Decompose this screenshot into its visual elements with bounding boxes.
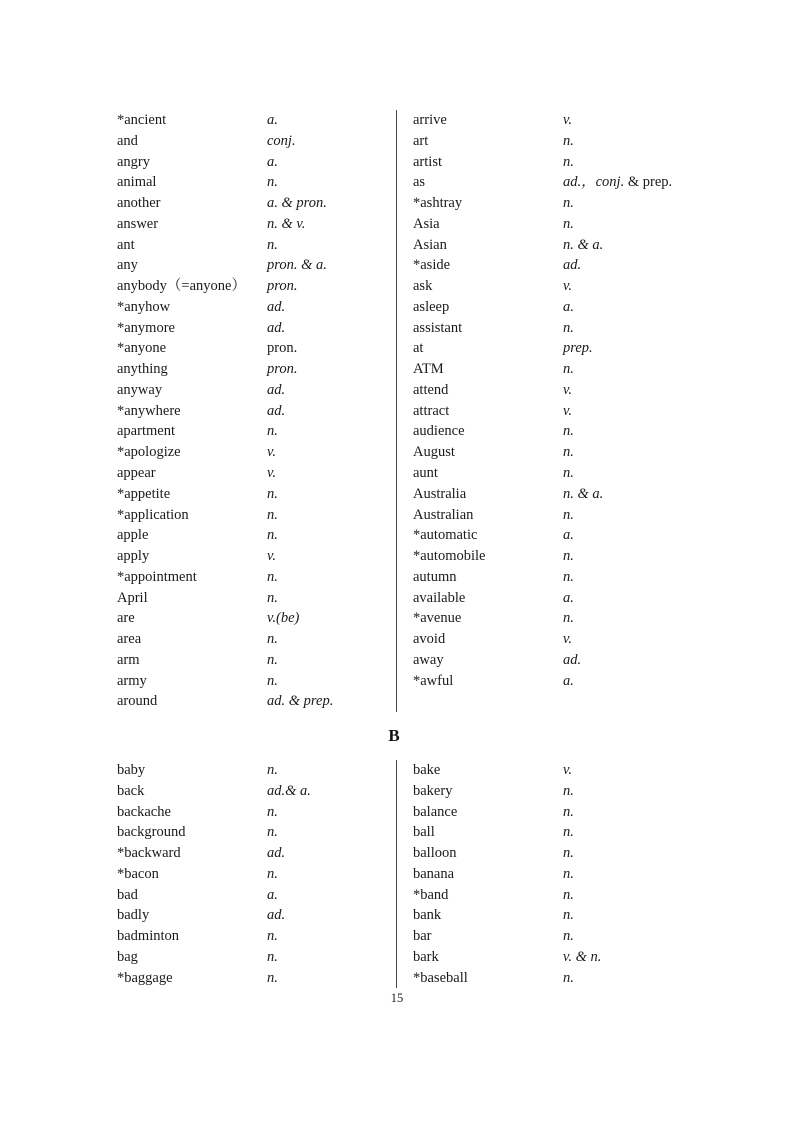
- entry-pos: n.: [267, 568, 278, 585]
- entry-word: assistant: [413, 319, 463, 336]
- word-entry: [0, 110, 396, 131]
- entry-pos: prep.: [563, 340, 593, 357]
- entry-word: Australia: [413, 485, 467, 502]
- entry-pos: pron.: [267, 278, 298, 295]
- section-b-left-column: [0, 760, 396, 988]
- entry-pos: ad.: [267, 319, 286, 336]
- entry-pos: n.: [563, 465, 574, 482]
- word-entry: [0, 276, 396, 297]
- entry-pos: n.: [267, 762, 278, 778]
- entry-pos: n.: [563, 610, 574, 627]
- entry-word: are: [117, 610, 135, 627]
- entry-word: anybody（=anyone）: [117, 278, 246, 295]
- word-entry: [397, 401, 794, 422]
- word-entry: [397, 131, 794, 152]
- entry-pos: n.: [267, 485, 278, 502]
- entry-word: answer: [117, 215, 159, 232]
- entry-word: available: [413, 589, 466, 606]
- word-entry: [0, 926, 396, 947]
- entry-word: *awful: [413, 672, 454, 689]
- entry-word: *ancient: [117, 112, 167, 128]
- entry-pos: ad.: [267, 907, 286, 924]
- word-entry: [397, 297, 794, 318]
- entry-pos: v.: [267, 465, 276, 482]
- word-entry: [0, 131, 396, 152]
- entry-word: ball: [413, 824, 435, 841]
- entry-pos: v.: [563, 381, 572, 398]
- entry-word: art: [413, 132, 429, 149]
- entry-word: back: [117, 782, 145, 799]
- word-entry: [0, 843, 396, 864]
- entry-pos: pron. & a.: [267, 257, 327, 274]
- word-entry: [397, 505, 794, 526]
- entry-pos: n. & a.: [563, 485, 604, 502]
- word-entry: [0, 193, 396, 214]
- entry-pos: n.: [563, 928, 574, 945]
- entry-word: bag: [117, 948, 138, 965]
- entry-pos: n.: [267, 672, 278, 689]
- word-entry: [0, 172, 396, 193]
- entry-word: ask: [413, 278, 433, 295]
- entry-pos: ad.& a.: [267, 782, 311, 799]
- entry-word: apply: [117, 548, 150, 565]
- entry-pos: n.: [267, 174, 278, 191]
- entry-pos: n.: [267, 969, 278, 986]
- word-entry: [0, 255, 396, 276]
- word-entry: [397, 781, 794, 802]
- entry-word: aunt: [413, 465, 438, 482]
- entry-word: apartment: [117, 423, 175, 440]
- entry-word: *bacon: [117, 865, 159, 882]
- entry-word: *ashtray: [413, 195, 463, 212]
- entry-word: Asia: [413, 215, 440, 232]
- entry-pos: n.: [563, 865, 574, 882]
- word-entry: [397, 864, 794, 885]
- entry-word: backache: [117, 803, 171, 820]
- entry-pos: n.: [267, 236, 278, 253]
- word-entry: [397, 338, 794, 359]
- word-entry: [0, 822, 396, 843]
- entry-pos: a.: [563, 589, 574, 606]
- entry-pos: n.: [563, 215, 574, 232]
- entry-pos: v.: [563, 278, 572, 295]
- entry-pos: n.: [267, 423, 278, 440]
- entry-word: apple: [117, 527, 149, 544]
- entry-word: *apologize: [117, 444, 181, 461]
- entry-pos: n. & v.: [267, 215, 306, 232]
- entry-pos: v.(be): [267, 610, 300, 627]
- entry-pos: ad.: [267, 845, 286, 862]
- word-entry: [397, 650, 794, 671]
- page-number: 15: [390, 991, 404, 1005]
- word-entry: [0, 338, 396, 359]
- entry-pos: n.: [563, 907, 574, 924]
- entry-pos: n.: [563, 782, 574, 799]
- word-entry: [0, 380, 396, 401]
- word-entry: [397, 947, 794, 968]
- entry-word: *aside: [413, 257, 451, 274]
- entry-word: *anyhow: [117, 298, 171, 315]
- entry-word: *band: [413, 886, 449, 903]
- word-entry: [0, 864, 396, 885]
- entry-pos: a. & pron.: [267, 195, 327, 212]
- entry-word: baby: [117, 762, 146, 778]
- entry-pos: v.: [563, 631, 572, 648]
- word-entry: [397, 463, 794, 484]
- word-entry: [0, 421, 396, 442]
- entry-word: bar: [413, 928, 432, 945]
- entry-word: *automobile: [413, 548, 486, 565]
- word-entry: [0, 760, 396, 781]
- entry-word: *anyone: [117, 340, 167, 357]
- entry-word: *appetite: [117, 485, 171, 502]
- section-b-heading: B: [388, 726, 400, 745]
- word-entry: [0, 442, 396, 463]
- entry-word: badly: [117, 907, 150, 924]
- word-entry: [397, 110, 794, 131]
- word-entry: [397, 885, 794, 906]
- entry-word: background: [117, 824, 186, 841]
- section-a-right-column: [397, 110, 794, 712]
- entry-word: asleep: [413, 298, 450, 315]
- entry-pos: n.: [563, 568, 574, 585]
- entry-pos: n.: [267, 803, 278, 820]
- word-entry: [397, 359, 794, 380]
- entry-word: area: [117, 631, 142, 648]
- entry-word: *avenue: [413, 610, 462, 627]
- entry-pos: v.: [267, 444, 276, 461]
- word-entry: [0, 629, 396, 650]
- entry-pos: n.: [267, 651, 278, 668]
- word-entry: [0, 525, 396, 546]
- word-entry: [397, 255, 794, 276]
- word-entry: [397, 608, 794, 629]
- entry-word: bark: [413, 948, 439, 965]
- word-entry: [397, 588, 794, 609]
- entry-word: April: [117, 589, 148, 606]
- word-entry: [397, 905, 794, 926]
- entry-word: *anymore: [117, 319, 175, 336]
- entry-pos: ad.: [267, 402, 286, 419]
- word-entry: [397, 214, 794, 235]
- word-entry: [397, 760, 794, 781]
- entry-pos: n.: [267, 631, 278, 648]
- entry-word: balance: [413, 803, 458, 820]
- entry-word: *backward: [117, 845, 181, 862]
- section-b-right-column: [397, 760, 794, 988]
- word-entry: [397, 318, 794, 339]
- entry-word: arm: [117, 651, 140, 668]
- entry-pos: ad.，conj. & prep.: [563, 174, 673, 191]
- entry-pos: n.: [267, 589, 278, 606]
- entry-pos: n.: [267, 865, 278, 882]
- word-entry: [397, 525, 794, 546]
- entry-pos: v.: [267, 548, 276, 565]
- word-entry: [397, 442, 794, 463]
- entry-word: attend: [413, 381, 449, 398]
- word-entry: [0, 235, 396, 256]
- word-entry: [397, 567, 794, 588]
- entry-word: bank: [413, 907, 442, 924]
- entry-pos: ad.: [267, 298, 286, 315]
- entry-pos: v.: [563, 112, 572, 128]
- word-entry: [397, 235, 794, 256]
- word-entry: [0, 214, 396, 235]
- entry-word: and: [117, 132, 138, 149]
- entry-pos: n.: [563, 548, 574, 565]
- entry-pos: n.: [267, 948, 278, 965]
- entry-pos: n.: [563, 803, 574, 820]
- word-entry: [0, 802, 396, 823]
- entry-word: away: [413, 651, 444, 668]
- entry-pos: n.: [563, 506, 574, 523]
- entry-pos: n.: [563, 845, 574, 862]
- word-entry: [0, 359, 396, 380]
- entry-pos: n.: [563, 132, 574, 149]
- word-entry: [397, 380, 794, 401]
- entry-pos: a.: [563, 672, 574, 689]
- entry-pos: ad.: [563, 257, 582, 274]
- word-entry: [0, 484, 396, 505]
- entry-word: audience: [413, 423, 465, 440]
- entry-word: angry: [117, 153, 151, 170]
- entry-word: banana: [413, 865, 455, 882]
- entry-pos: n.: [563, 824, 574, 841]
- entry-word: anything: [117, 361, 168, 378]
- entry-pos: n.: [563, 319, 574, 336]
- entry-pos: a.: [563, 527, 574, 544]
- entry-word: army: [117, 672, 147, 689]
- entry-word: autumn: [413, 568, 457, 585]
- word-entry: [0, 152, 396, 173]
- entry-pos: n.: [563, 153, 574, 170]
- entry-pos: n. & a.: [563, 236, 604, 253]
- entry-pos: a.: [563, 298, 574, 315]
- entry-word: *anywhere: [117, 402, 181, 419]
- entry-word: appear: [117, 465, 156, 482]
- entry-pos: n.: [563, 886, 574, 903]
- entry-pos: ad.: [563, 651, 582, 668]
- word-entry: [397, 671, 794, 692]
- entry-word: balloon: [413, 845, 457, 862]
- entry-pos: n.: [563, 444, 574, 461]
- section-a-left-column: [0, 110, 396, 712]
- entry-pos: n.: [267, 527, 278, 544]
- entry-word: *appointment: [117, 568, 197, 585]
- entry-pos: ad.: [267, 381, 286, 398]
- entry-word: at: [413, 340, 424, 357]
- section-b-words: [0, 760, 794, 988]
- section-a-words: [0, 110, 794, 712]
- entry-word: anyway: [117, 381, 163, 398]
- word-entry: [0, 781, 396, 802]
- word-entry: [397, 193, 794, 214]
- entry-word: bake: [413, 762, 441, 778]
- entry-pos: a.: [267, 886, 278, 903]
- entry-word: *baggage: [117, 969, 173, 986]
- word-entry: [0, 947, 396, 968]
- word-entry: [0, 608, 396, 629]
- entry-word: another: [117, 195, 161, 212]
- word-entry: [0, 671, 396, 692]
- entry-pos: n.: [563, 195, 574, 212]
- word-entry: [397, 421, 794, 442]
- entry-word: arrive: [413, 112, 447, 128]
- word-entry: [397, 802, 794, 823]
- word-entry: [0, 567, 396, 588]
- word-entry: [397, 629, 794, 650]
- entry-pos: v.: [563, 762, 572, 778]
- word-entry: [0, 588, 396, 609]
- word-entry: [0, 691, 396, 712]
- word-entry: [0, 968, 396, 989]
- word-entry: [397, 822, 794, 843]
- word-entry: [397, 926, 794, 947]
- entry-word: ATM: [413, 361, 444, 378]
- entry-pos: n.: [563, 969, 574, 986]
- entry-pos: n.: [563, 361, 574, 378]
- word-entry: [397, 152, 794, 173]
- word-entry: [397, 172, 794, 193]
- entry-pos: ad. & prep.: [267, 693, 334, 710]
- entry-word: badminton: [117, 928, 180, 945]
- entry-word: avoid: [413, 631, 446, 648]
- entry-pos: n.: [563, 423, 574, 440]
- word-entry: [397, 843, 794, 864]
- entry-word: animal: [117, 174, 157, 191]
- entry-pos: n.: [267, 824, 278, 841]
- entry-pos: v. & n.: [563, 948, 602, 965]
- word-entry: [0, 318, 396, 339]
- word-entry: [0, 505, 396, 526]
- entry-word: *automatic: [413, 527, 478, 544]
- word-entry: [0, 546, 396, 567]
- word-entry: [0, 905, 396, 926]
- entry-word: *baseball: [413, 969, 468, 986]
- word-entry: [0, 885, 396, 906]
- word-entry: [0, 297, 396, 318]
- word-entry: [0, 401, 396, 422]
- entry-word: artist: [413, 153, 442, 170]
- entry-word: as: [413, 174, 426, 191]
- entry-pos: v.: [563, 402, 572, 419]
- entry-word: bakery: [413, 782, 453, 799]
- entry-word: bad: [117, 886, 138, 903]
- entry-word: Asian: [413, 236, 447, 253]
- word-entry: [397, 276, 794, 297]
- entry-pos: a.: [267, 112, 278, 128]
- word-entry: [397, 968, 794, 989]
- entry-pos: conj.: [267, 132, 296, 149]
- word-entry: [0, 650, 396, 671]
- entry-pos: n.: [267, 928, 278, 945]
- word-entry: [0, 463, 396, 484]
- entry-word: attract: [413, 402, 450, 419]
- entry-word: August: [413, 444, 455, 461]
- entry-pos: n.: [267, 506, 278, 523]
- entry-word: ant: [117, 236, 135, 253]
- entry-word: *application: [117, 506, 189, 523]
- entry-pos: pron.: [267, 340, 298, 357]
- entry-pos: a.: [267, 153, 278, 170]
- entry-word: Australian: [413, 506, 474, 523]
- entry-word: any: [117, 257, 138, 274]
- word-entry: [397, 546, 794, 567]
- word-entry: [397, 484, 794, 505]
- entry-pos: pron.: [267, 361, 298, 378]
- entry-word: around: [117, 693, 158, 710]
